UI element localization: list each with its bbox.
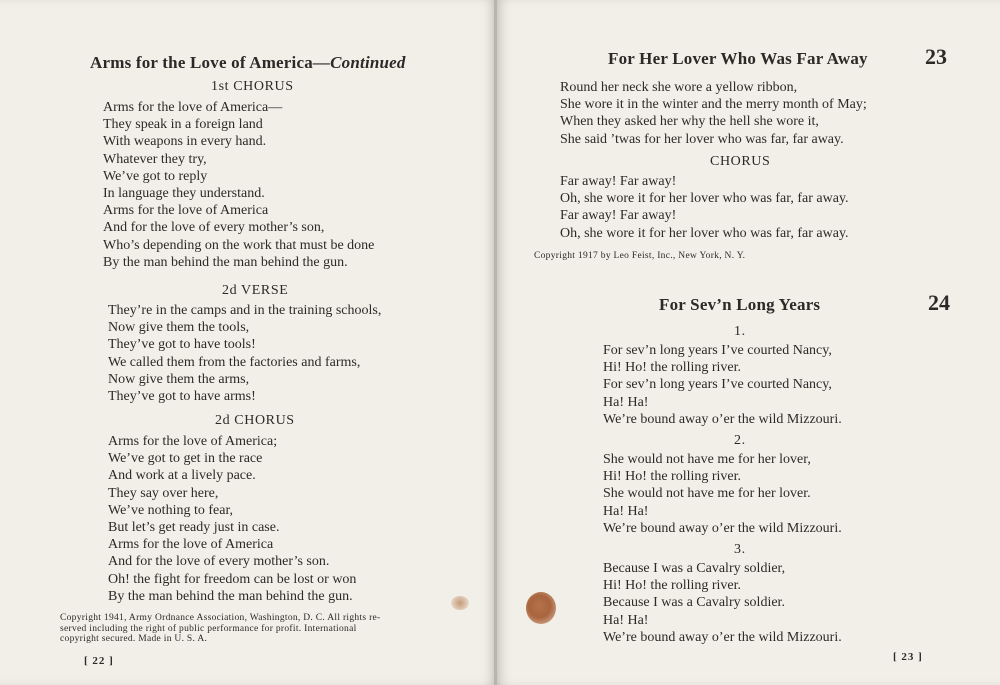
lyric-line: Arms for the love of America <box>108 537 274 553</box>
copyright-notice-1917: Copyright 1917 by Leo Feist, Inc., New York, N. Y. <box>534 251 746 261</box>
lyric-line: Round her neck she wore a yellow ribbon, <box>560 80 798 95</box>
lyric-line: We’re bound away o’er the wild Mizzouri. <box>603 629 842 645</box>
left-page <box>0 0 496 685</box>
stanza-1st-chorus <box>103 99 374 271</box>
stanza-label-2d-chorus: 2d CHORUS <box>215 413 295 428</box>
lyric-line: Far away! Far away! <box>560 174 677 189</box>
paper-stain <box>526 592 556 624</box>
lyric-line: In language they understand. <box>103 186 265 202</box>
lyric-line: They’ve got to have tools! <box>108 337 256 353</box>
copyright-line: Copyright 1941, Army Ordnance Association, Washington, D. C. All rights re- <box>60 613 381 623</box>
continued-label: —Continued <box>312 53 406 72</box>
song-24-number: 24 <box>928 290 950 315</box>
song-24-stanza-1 <box>603 342 842 428</box>
right-page <box>497 0 1000 685</box>
lyric-line: They’re in the camps and in the training schools, <box>108 303 382 318</box>
stanza-label-1st-chorus: 1st CHORUS <box>211 79 294 94</box>
song-24-stanza-2 <box>603 451 842 537</box>
stanza-label-1: 1. <box>734 324 746 339</box>
lyric-line: We’re bound away o’er the wild Mizzouri. <box>603 411 842 427</box>
paper-stain <box>451 596 469 610</box>
lyric-line: Hi! Ho! the rolling river. <box>603 469 742 485</box>
page-folio-22: [ 22 ] <box>84 655 114 667</box>
stanza-2d-chorus <box>108 433 356 605</box>
song-23-chorus-label: CHORUS <box>710 154 771 169</box>
song-23-title: For Her Lover Who Was Far Away <box>608 49 868 68</box>
lyric-line: Hi! Ho! the rolling river. <box>603 578 742 594</box>
lyric-line: For sev’n long years I’ve courted Nancy, <box>603 343 832 358</box>
lyric-line: Ha! Ha! <box>603 612 649 628</box>
lyric-line: She wore it in the winter and the merry month of May; <box>560 97 867 113</box>
page-folio-23: [ 23 ] <box>893 651 923 663</box>
lyric-line: Because I was a Cavalry soldier. <box>603 595 785 611</box>
lyric-line: Ha! Ha! <box>603 503 649 519</box>
stanza-label-2d-verse: 2d VERSE <box>222 283 289 298</box>
song-23-chorus <box>560 173 849 242</box>
stanza-label-2: 2. <box>734 433 746 448</box>
lyric-line: We called them from the factories and farms, <box>108 354 361 370</box>
lyric-line: Now give them the tools, <box>108 320 250 336</box>
song-title: Arms for the Love of America <box>90 53 313 72</box>
lyric-line: And for the love of every mother’s son, <box>103 220 325 236</box>
copyright-line: served including the right of public performance for profit. International <box>60 623 357 634</box>
lyric-line: Because I was a Cavalry soldier, <box>603 561 786 576</box>
lyric-line: With weapons in every hand. <box>103 134 267 150</box>
lyric-line: We’ve got to reply <box>103 168 208 184</box>
lyric-line: Who’s depending on the work that must be done <box>103 237 375 253</box>
lyric-line: Far away! Far away! <box>560 208 677 224</box>
lyric-line: We’re bound away o’er the wild Mizzouri. <box>603 520 842 536</box>
copyright-notice-1941 <box>60 613 381 645</box>
lyric-line: She would not have me for her lover, <box>603 452 811 467</box>
song-23-number: 23 <box>925 44 947 69</box>
lyric-line: Now give them the arms, <box>108 371 250 387</box>
lyric-line: And work at a lively pace. <box>108 468 256 484</box>
lyric-line: Arms for the love of America; <box>108 434 278 449</box>
lyric-line: Ha! Ha! <box>603 394 649 410</box>
song-title-continued <box>90 53 406 73</box>
lyric-line: Arms for the love of America <box>103 203 269 219</box>
lyric-line: Arms for the love of America— <box>103 100 283 115</box>
stanza-label-3: 3. <box>734 542 746 557</box>
lyric-line: And for the love of every mother’s son. <box>108 554 330 570</box>
stanza-2d-verse <box>108 302 381 405</box>
song-24-title: For Sev’n Long Years <box>659 295 821 314</box>
lyric-line: They speak in a foreign land <box>103 117 263 133</box>
lyric-line: Whatever they try, <box>103 151 207 167</box>
lyric-line: They say over here, <box>108 485 219 501</box>
lyric-line: By the man behind the man behind the gun. <box>103 254 348 270</box>
lyric-line: We’ve got to get in the race <box>108 451 263 467</box>
lyric-line: We’ve nothing to fear, <box>108 502 234 518</box>
lyric-line: She said ’twas for her lover who was far, far away. <box>560 131 844 147</box>
lyric-line: For sev’n long years I’ve courted Nancy, <box>603 377 832 393</box>
song-23-verse <box>560 79 867 148</box>
lyric-line: Hi! Ho! the rolling river. <box>603 360 742 376</box>
lyric-line: Oh! the fight for freedom can be lost or won <box>108 571 357 587</box>
lyric-line: When they asked her why the hell she wore it, <box>560 114 819 130</box>
lyric-line: She would not have me for her lover. <box>603 486 811 502</box>
lyric-line: Oh, she wore it for her lover who was far, far away. <box>560 191 849 207</box>
lyric-line: By the man behind the man behind the gun. <box>108 588 353 604</box>
copyright-line: copyright secured. Made in U. S. A. <box>60 634 208 644</box>
lyric-line: But let’s get ready just in case. <box>108 520 280 536</box>
lyric-line: Oh, she wore it for her lover who was far, far away. <box>560 225 849 241</box>
lyric-line: They’ve got to have arms! <box>108 389 256 405</box>
song-24-stanza-3 <box>603 560 842 646</box>
